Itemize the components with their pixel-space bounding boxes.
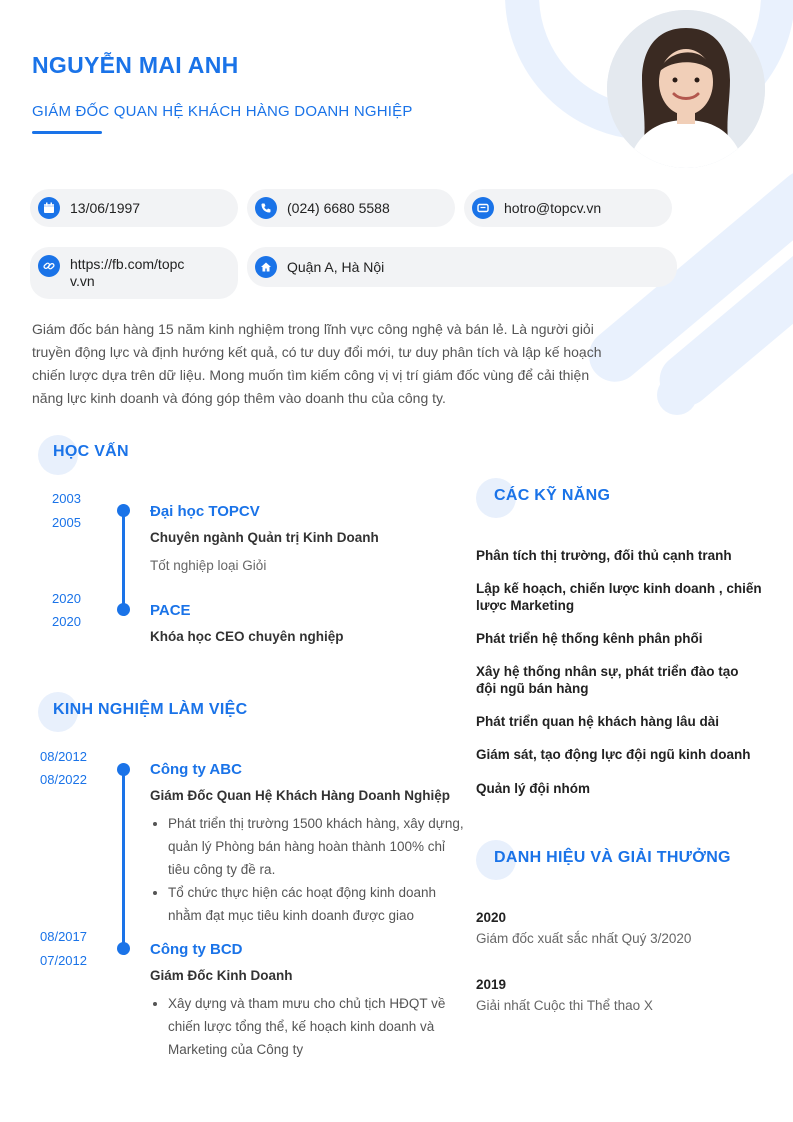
school-major: Chuyên ngành Quản trị Kinh Doanh xyxy=(150,530,379,545)
edu-end-date: 2020 xyxy=(52,614,81,629)
email-text: hotro@topcv.vn xyxy=(504,199,602,216)
education-heading: HỌC VẤN xyxy=(53,443,129,460)
job-start-date: 08/2017 xyxy=(40,929,87,944)
calendar-icon xyxy=(38,197,60,219)
award-year: 2020 xyxy=(476,910,507,925)
title-underline xyxy=(32,131,102,134)
skill-item: Phân tích thị trường, đối thủ cạnh tranh xyxy=(476,548,732,563)
decorative-dot xyxy=(657,375,697,415)
contact-birthdate xyxy=(30,189,238,227)
link-icon xyxy=(38,255,60,277)
award-text: Giải nhất Cuộc thi Thể thao X xyxy=(476,998,653,1013)
skill-item: Phát triển hệ thống kênh phân phối xyxy=(476,631,703,646)
timeline-dot xyxy=(117,603,130,616)
school-note: Tốt nghiệp loại Giỏi xyxy=(150,558,267,573)
skill-item: Xây hệ thống nhân sự, phát triển đào tạo đội ngũ bán hàng xyxy=(476,664,739,696)
contact-email xyxy=(464,189,672,227)
experience-heading: KINH NGHIỆM LÀM VIỆC xyxy=(53,701,248,718)
education-timeline xyxy=(122,510,125,610)
candidate-name: NGUYỄN MAI ANH xyxy=(32,52,239,78)
timeline-dot xyxy=(117,504,130,517)
website-text-line1: https://fb.com/topc xyxy=(70,256,185,272)
address-text: Quận A, Hà Nội xyxy=(287,258,385,275)
job-role: Giám Đốc Kinh Doanh xyxy=(150,968,293,983)
email-icon xyxy=(472,197,494,219)
skill-item: Lập kế hoạch, chiến lược kinh doanh , chiến lược Marketing xyxy=(476,581,762,613)
skill-item: Giám sát, tạo động lực đội ngũ kinh doanh xyxy=(476,747,751,762)
job-start-date: 08/2012 xyxy=(40,749,87,764)
website-text xyxy=(70,256,184,290)
job-bullets xyxy=(150,992,468,1061)
home-icon xyxy=(255,256,277,278)
job-end-date: 07/2012 xyxy=(40,953,87,968)
edu-end-date: 2005 xyxy=(52,515,81,530)
experience-timeline xyxy=(122,768,125,948)
edu-start-date: 2003 xyxy=(52,491,81,506)
job-title: GIÁM ĐỐC QUAN HỆ KHÁCH HÀNG DOANH NGHIỆP xyxy=(32,103,413,120)
job-bullet: • Tổ chức thực hiện các hoạt động kinh doanh nhằm đạt mục tiêu kinh doanh được giao xyxy=(168,881,468,927)
company-name: Công ty ABC xyxy=(150,761,242,778)
school-name: PACE xyxy=(150,602,191,619)
contact-address xyxy=(247,247,677,287)
job-bullets xyxy=(150,812,468,927)
contact-website xyxy=(30,247,238,299)
avatar xyxy=(607,10,765,168)
career-summary: Giám đốc bán hàng 15 năm kinh nghiệm trong lĩnh vực công nghệ và bán lẻ. Là người giỏi truyền động lực và định hướng kết quả, có tư duy đổi mới, tư duy phân tích và lập kế hoạch chiến lược dựa trên dữ liệu. Mong muốn tìm kiếm công vị vị trí giám đốc vùng để cải thiện năng lực kinh doanh và đóng góp thêm vào doanh thu của công ty. xyxy=(32,321,602,406)
website-text-line2: v.vn xyxy=(70,273,95,289)
job-role: Giám Đốc Quan Hệ Khách Hàng Doanh Nghiệp xyxy=(150,788,451,803)
contact-phone xyxy=(247,189,455,227)
job-end-date: 08/2022 xyxy=(40,772,87,787)
phone-text: (024) 6680 5588 xyxy=(287,199,390,216)
school-major: Khóa học CEO chuyên nghiệp xyxy=(150,629,344,644)
skill-item: Quản lý đội nhóm xyxy=(476,781,590,796)
school-name: Đại học TOPCV xyxy=(150,503,260,520)
job-bullet: • Phát triển thị trường 1500 khách hàng, xây dựng, quản lý Phòng bán hàng hoàn thành 100% chỉ tiêu công ty đề ra. xyxy=(168,812,468,881)
phone-icon xyxy=(255,197,277,219)
birthdate-text: 13/06/1997 xyxy=(70,199,141,216)
award-text: Giám đốc xuất sắc nhất Quý 3/2020 xyxy=(476,931,692,946)
award-year: 2019 xyxy=(476,977,507,992)
skill-item: Phát triển quan hệ khách hàng lâu dài xyxy=(476,714,720,729)
skills-heading: CÁC KỸ NĂNG xyxy=(494,487,611,504)
timeline-dot xyxy=(117,763,130,776)
awards-heading: DANH HIỆU VÀ GIẢI THƯỞNG xyxy=(494,849,731,866)
edu-start-date: 2020 xyxy=(52,591,81,606)
job-bullet: • Xây dựng và tham mưu cho chủ tịch HĐQT về chiến lược tổng thể, kế hoạch kinh doanh và Marketing của Công ty xyxy=(168,992,468,1061)
company-name: Công ty BCD xyxy=(150,941,243,958)
timeline-dot xyxy=(117,942,130,955)
